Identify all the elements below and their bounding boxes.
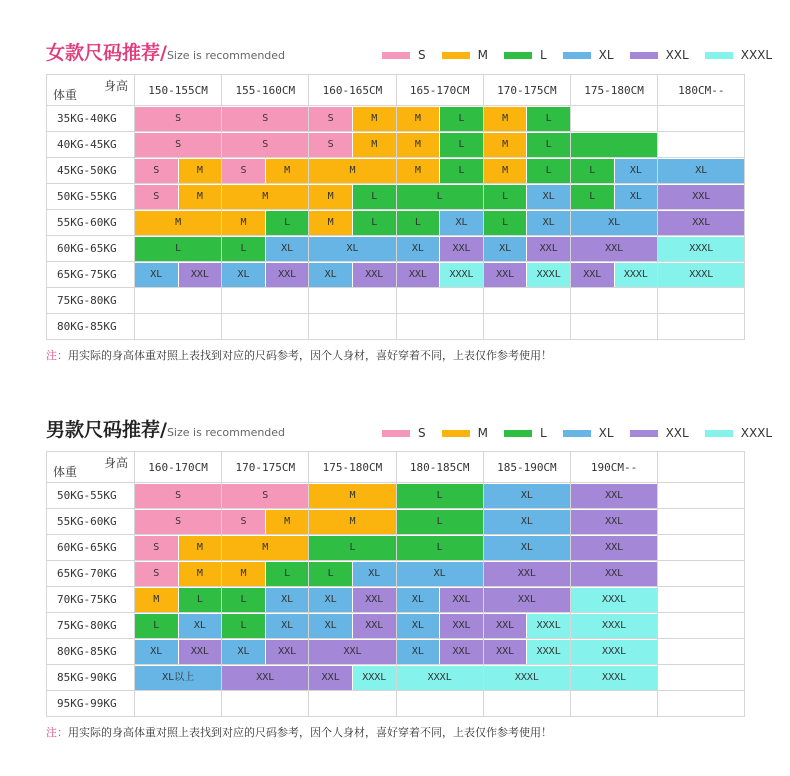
legend-label: L: [539, 426, 547, 440]
weight-row-label: 75KG-80KG: [47, 288, 135, 314]
size-cell-l: L: [397, 536, 483, 560]
size-cell-l: L: [527, 107, 570, 131]
size-cell-xxxl: XXXL: [571, 640, 657, 664]
size-cell-xxl: XXL: [353, 588, 396, 612]
table-corner: [47, 75, 135, 106]
weight-row-label: 80KG-85KG: [47, 314, 135, 340]
size-cell-xl: XL: [397, 237, 440, 261]
size-cell-s: S: [135, 484, 221, 508]
height-header: 190CM--: [571, 452, 658, 483]
size-cell-xxl: XXL: [571, 484, 657, 508]
size-cell-l: L: [397, 185, 483, 209]
size-cell-xl: XL: [527, 185, 570, 209]
size-cell-xl: XL: [309, 237, 395, 261]
legend-item-xxl: [630, 426, 689, 440]
men-subtitle: Size is recommended: [166, 426, 286, 439]
size-cell-m: M: [353, 107, 396, 131]
size-cell-xxl: XXL: [179, 640, 222, 664]
grid-line: [135, 288, 745, 314]
legend-label: S: [418, 48, 426, 62]
size-cell-l: L: [222, 614, 265, 638]
height-header: 170-175CM: [484, 75, 571, 106]
size-cell-l: L: [571, 159, 614, 183]
legend-label: XXL: [665, 48, 689, 62]
size-cell-xl: XL: [397, 588, 440, 612]
size-cell-xl: XL: [440, 211, 483, 235]
size-cell-m: M: [397, 133, 440, 157]
weight-row-label: 60KG-65KG: [47, 236, 135, 262]
size-cell-m: M: [179, 185, 222, 209]
weight-row-label: 55KG-60KG: [47, 210, 135, 236]
legend-label: XL: [598, 426, 614, 440]
legend-swatch-xxl: [630, 52, 658, 59]
weight-row-label: 70KG-75KG: [47, 587, 135, 613]
size-cell-l: L: [440, 107, 483, 131]
legend-item-s: [382, 426, 426, 440]
weight-row-label: 45KG-50KG: [47, 158, 135, 184]
height-header: 170-175CM: [222, 452, 309, 483]
size-cell-m: M: [397, 107, 440, 131]
size-cell-xxl: XXL: [353, 614, 396, 638]
size-cell-l: L: [353, 185, 396, 209]
size-cell-xl: XL: [222, 640, 265, 664]
men-legend: [366, 426, 772, 440]
size-cell-xxxl: XXXL: [615, 263, 658, 287]
legend-item-xxl: [630, 48, 689, 62]
legend-item-l: [504, 48, 547, 62]
size-cell-xl: XL: [353, 562, 396, 586]
weight-row-label: 65KG-75KG: [47, 262, 135, 288]
size-cell-xxl: XXL: [658, 211, 744, 235]
height-header: 185-190CM: [484, 452, 571, 483]
legend-label: M: [477, 48, 488, 62]
size-cell-l: [571, 133, 657, 157]
height-header: 160-165CM: [309, 75, 396, 106]
size-cell-s: S: [135, 107, 221, 131]
size-cell-xxl: XXL: [397, 263, 440, 287]
size-cell-xl: XL: [309, 614, 352, 638]
size-cell-m: M: [397, 159, 440, 183]
size-cell-m: M: [353, 133, 396, 157]
legend-item-xxxl: [705, 426, 772, 440]
size-cell-m: M: [222, 562, 265, 586]
height-header: 165-170CM: [397, 75, 484, 106]
size-cell-xxxl: XXXL: [571, 666, 657, 690]
size-cell-xxl: XXL: [353, 263, 396, 287]
size-cell-l: L: [266, 211, 309, 235]
size-cell-m: M: [222, 536, 308, 560]
size-cell-xl: XL: [266, 237, 309, 261]
women-legend: [366, 48, 772, 62]
legend-item-xxxl: [705, 48, 772, 62]
size-cell-xl: XL: [484, 484, 570, 508]
size-cell-s: S: [222, 107, 308, 131]
size-cell-xxl: XXL: [222, 666, 308, 690]
corner-weight-label: 体重: [53, 465, 78, 479]
size-cell-xxxl: XXXL: [658, 263, 744, 287]
size-cell-xxl: XXL: [484, 263, 527, 287]
height-header: 160-170CM: [135, 452, 222, 483]
size-cell-xxl: XXL: [527, 237, 570, 261]
size-cell-xxl: XXL: [484, 614, 527, 638]
size-cell-xl: XL: [397, 640, 440, 664]
legend-swatch-xl: [563, 52, 591, 59]
corner-weight-label: 体重: [53, 88, 78, 102]
men-note: [46, 724, 552, 740]
size-cell-l: L: [309, 562, 352, 586]
men-title-text: 男款尺码推荐/: [46, 419, 167, 441]
size-cell-xxl: XXL: [440, 640, 483, 664]
grid-line: [135, 314, 745, 340]
size-cell-s: S: [135, 510, 221, 534]
legend-label: XXXL: [740, 48, 773, 62]
size-cell-xl: XL: [484, 237, 527, 261]
weight-row-label: 80KG-85KG: [47, 639, 135, 665]
size-cell-m: M: [179, 159, 222, 183]
legend-item-s: [382, 48, 426, 62]
size-cell-m: M: [484, 107, 527, 131]
size-cell-s: S: [135, 185, 178, 209]
size-cell-xxl: XXL: [266, 640, 309, 664]
table-corner: [47, 452, 135, 483]
size-cell-s: S: [222, 510, 265, 534]
weight-row-label: 65KG-70KG: [47, 561, 135, 587]
weight-row-label: 85KG-90KG: [47, 665, 135, 691]
size-cell-xxxl: XXXL: [571, 588, 657, 612]
size-cell-l: L: [440, 133, 483, 157]
size-cell-xl: XL: [179, 614, 222, 638]
size-cell-xxxl: XXXL: [658, 237, 744, 261]
size-cell-xxxl: XXXL: [353, 666, 396, 690]
weight-row-label: 95KG-99KG: [47, 691, 135, 717]
size-cell-xxxl: XXXL: [527, 614, 570, 638]
size-cell-xl: XL: [397, 614, 440, 638]
height-header: 175-180CM: [309, 452, 396, 483]
height-header: 175-180CM: [571, 75, 658, 106]
size-cell-l: L: [484, 185, 527, 209]
size-cell-l: L: [222, 588, 265, 612]
size-cell-xl: XL: [615, 185, 658, 209]
height-header: 180CM--: [658, 75, 745, 106]
size-cell-xxxl: XXXL: [484, 666, 570, 690]
size-cell-m: M: [484, 159, 527, 183]
size-cell-m: M: [135, 588, 178, 612]
size-cell-l: L: [527, 159, 570, 183]
size-cell-l: L: [309, 536, 395, 560]
size-cell-xxl: XXL: [440, 237, 483, 261]
size-cell-xl: XL: [484, 536, 570, 560]
men-note-text: 用实际的身高体重对照上表找到对应的尺码参考，因个人身材，喜好穿着不同，上表仅作参考使用！: [68, 726, 552, 739]
size-cell-l: L: [397, 211, 440, 235]
size-cell-m: M: [222, 211, 265, 235]
size-cell-m: M: [179, 536, 222, 560]
size-cell-l: L: [266, 562, 309, 586]
legend-swatch-xxxl: [705, 52, 733, 59]
size-cell-m: M: [179, 562, 222, 586]
legend-label: XL: [598, 48, 614, 62]
size-cell-xxl: XXL: [266, 263, 309, 287]
size-cell-s: S: [135, 562, 178, 586]
size-cell-xl: XL: [266, 614, 309, 638]
size-cell-m: M: [309, 510, 395, 534]
size-cell-xxxl: XXXL: [397, 666, 483, 690]
size-cell-xxxl: XXXL: [527, 263, 570, 287]
size-cell-xxl: XXL: [484, 588, 570, 612]
size-cell-l: L: [484, 211, 527, 235]
size-cell-xl: XL: [484, 510, 570, 534]
women-size-table: [46, 74, 745, 340]
weight-row-label: 50KG-55KG: [47, 184, 135, 210]
height-header: 180-185CM: [397, 452, 484, 483]
legend-item-xl: [563, 48, 614, 62]
legend-swatch-s: [382, 430, 410, 437]
legend-swatch-s: [382, 52, 410, 59]
size-cell-m: M: [309, 211, 352, 235]
legend-swatch-xl: [563, 430, 591, 437]
size-cell-xxxl: XXXL: [571, 614, 657, 638]
size-cell-xl: XL: [266, 588, 309, 612]
size-cell-m: M: [484, 133, 527, 157]
size-cell-s: S: [222, 159, 265, 183]
size-cell-m: M: [222, 185, 308, 209]
men-note-mark: 注：: [46, 726, 68, 739]
size-cell-xl: XL: [135, 263, 178, 287]
size-cell-s: S: [135, 159, 178, 183]
size-cell-xxxl: XXXL: [440, 263, 483, 287]
size-cell-m: M: [266, 159, 309, 183]
weight-row-label: 75KG-80KG: [47, 613, 135, 639]
legend-label: L: [539, 48, 547, 62]
size-cell-m: M: [266, 510, 309, 534]
size-cell-xxl: XXL: [484, 640, 527, 664]
height-header: [658, 452, 745, 483]
size-cell-xl: XL: [527, 211, 570, 235]
size-cell-l: L: [440, 159, 483, 183]
size-cell-xl: XL: [222, 263, 265, 287]
size-cell-s: S: [135, 536, 178, 560]
size-cell-xl: XL: [309, 263, 352, 287]
size-cell-xxl: XXL: [658, 185, 744, 209]
women-note-text: 用实际的身高体重对照上表找到对应的尺码参考，因个人身材，喜好穿着不同，上表仅作参考使用！: [68, 349, 552, 362]
weight-row-label: 40KG-45KG: [47, 132, 135, 158]
women-note: [46, 347, 552, 363]
men-section-title: [46, 415, 285, 442]
size-cell-m: M: [309, 484, 395, 508]
size-cell-m: M: [135, 211, 221, 235]
weight-row-label: 50KG-55KG: [47, 483, 135, 509]
size-cell-xl: XL: [615, 159, 658, 183]
size-cell-xxxl: XXXL: [527, 640, 570, 664]
size-cell-l: L: [353, 211, 396, 235]
size-cell-xl: XL: [397, 562, 483, 586]
size-cell-xxl: XXL: [571, 237, 657, 261]
size-cell-xxl: XXL: [571, 536, 657, 560]
size-cell-l: L: [222, 237, 265, 261]
men-size-table: [46, 451, 745, 717]
height-header: 150-155CM: [135, 75, 222, 106]
size-cell-xxl: XXL: [571, 263, 614, 287]
size-cell-l: L: [397, 510, 483, 534]
size-cell-s: S: [222, 133, 308, 157]
size-cell-xxl: XXL: [440, 588, 483, 612]
size-cell-l: L: [179, 588, 222, 612]
legend-item-m: [442, 48, 488, 62]
legend-label: M: [477, 426, 488, 440]
legend-swatch-xxxl: [705, 430, 733, 437]
size-cell-l: L: [135, 237, 221, 261]
corner-height-label: 身高: [103, 79, 128, 93]
legend-label: XXXL: [740, 426, 773, 440]
legend-swatch-l: [504, 430, 532, 437]
size-cell-s: S: [309, 107, 352, 131]
legend-swatch-xxl: [630, 430, 658, 437]
size-cell-s: S: [309, 133, 352, 157]
size-cell-m: M: [309, 185, 352, 209]
size-cell-l: L: [527, 133, 570, 157]
size-cell-m: M: [309, 159, 395, 183]
size-cell-xl: XL: [658, 159, 744, 183]
weight-row-label: 55KG-60KG: [47, 509, 135, 535]
corner-height-label: 身高: [103, 456, 128, 470]
size-cell-xl: XL: [571, 211, 657, 235]
women-title-text: 女款尺码推荐/: [46, 42, 167, 64]
size-cell-xxl: XXL: [309, 640, 395, 664]
size-cell-s: S: [135, 133, 221, 157]
size-cell-l: L: [571, 185, 614, 209]
women-subtitle: Size is recommended: [166, 49, 286, 62]
legend-item-xl: [563, 426, 614, 440]
grid-line: [135, 691, 745, 717]
size-cell-xl: XL以上: [135, 666, 221, 690]
women-section-title: [46, 38, 285, 65]
size-cell-xl: XL: [309, 588, 352, 612]
size-cell-s: S: [222, 484, 308, 508]
size-cell-xxl: XXL: [571, 510, 657, 534]
legend-label: S: [418, 426, 426, 440]
legend-swatch-m: [442, 430, 470, 437]
size-cell-xxl: XXL: [571, 562, 657, 586]
weight-row-label: 60KG-65KG: [47, 535, 135, 561]
height-header: 155-160CM: [222, 75, 309, 106]
legend-item-m: [442, 426, 488, 440]
size-cell-xxl: XXL: [484, 562, 570, 586]
size-cell-xl: XL: [135, 640, 178, 664]
size-cell-xxl: XXL: [440, 614, 483, 638]
legend-item-l: [504, 426, 547, 440]
weight-row-label: 35KG-40KG: [47, 106, 135, 132]
size-cell-xxl: XXL: [309, 666, 352, 690]
legend-label: XXL: [665, 426, 689, 440]
legend-swatch-l: [504, 52, 532, 59]
size-cell-l: L: [397, 484, 483, 508]
legend-swatch-m: [442, 52, 470, 59]
women-note-mark: 注：: [46, 349, 68, 362]
size-cell-xxl: XXL: [179, 263, 222, 287]
size-cell-l: L: [135, 614, 178, 638]
